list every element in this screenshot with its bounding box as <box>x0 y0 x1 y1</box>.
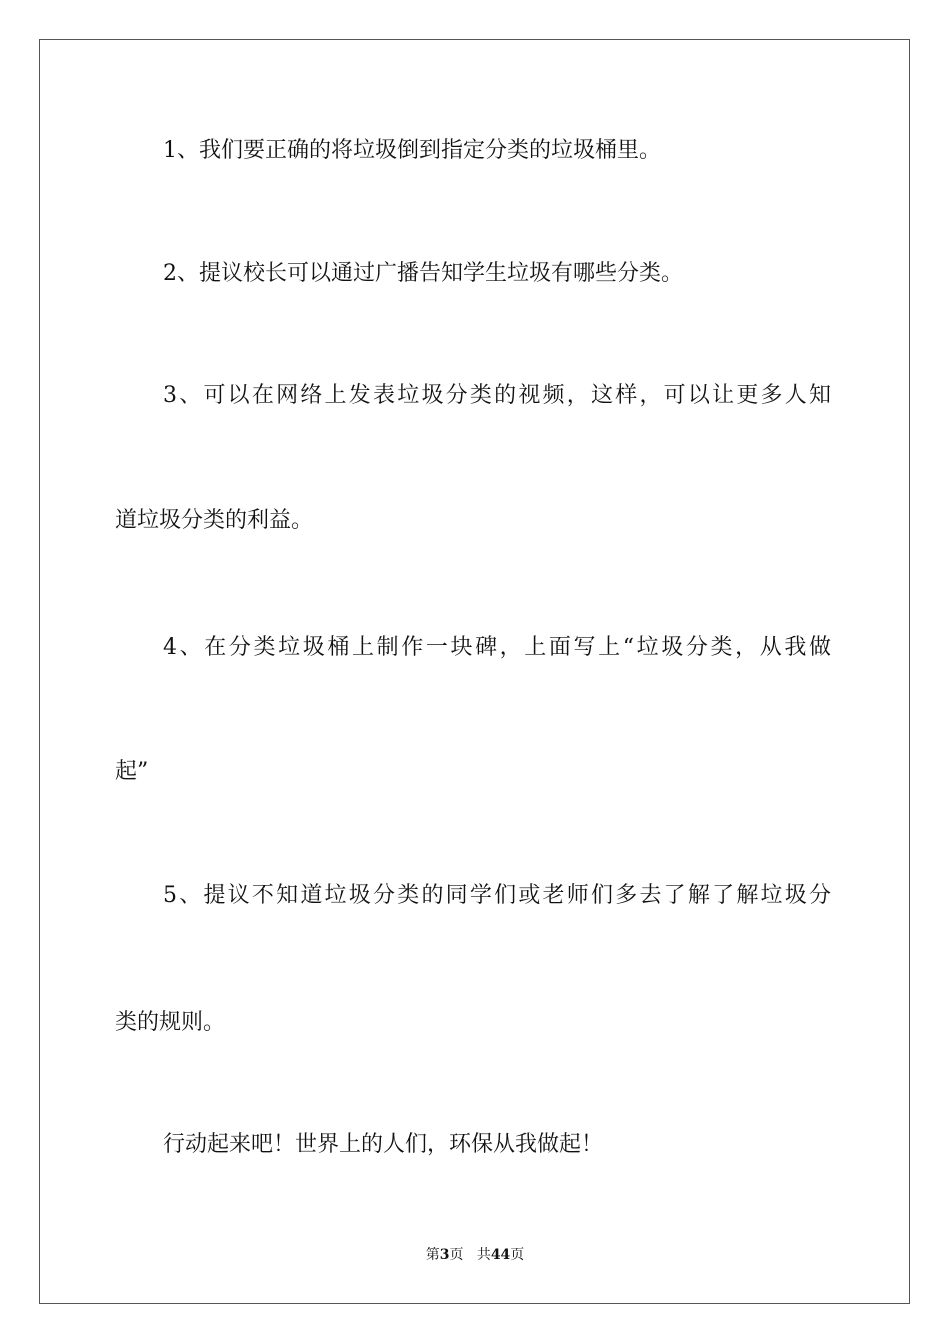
page-footer <box>0 1245 950 1265</box>
footer-total-pages: 44 <box>490 1247 511 1263</box>
paragraph-4-line-2: 起” <box>115 759 149 784</box>
paragraph-5-line-1: 5、提议不知道垃圾分类的同学们或老师们多去了解了解垃圾分 <box>163 883 831 908</box>
closing-paragraph: 行动起来吧！世界上的人们，环保从我做起！ <box>163 1132 604 1157</box>
footer-page-number: 3 <box>439 1247 450 1263</box>
paragraph-3-line-2: 道垃圾分类的利益。 <box>115 508 314 533</box>
footer-page-suffix: 页 <box>449 1247 464 1263</box>
page-border <box>39 39 910 1304</box>
footer-total-prefix: 共 <box>476 1247 491 1263</box>
paragraph-1: 1、我们要正确的将垃圾倒到指定分类的垃圾桶里。 <box>163 138 661 163</box>
paragraph-4-line-1: 4、在分类垃圾桶上制作一块碑，上面写上“垃圾分类，从我做 <box>163 635 831 660</box>
paragraph-2: 2、提议校长可以通过广播告知学生垃圾有哪些分类。 <box>163 261 683 286</box>
paragraph-3-line-1: 3、可以在网络上发表垃圾分类的视频，这样，可以让更多人知 <box>163 383 831 408</box>
paragraph-5-line-2: 类的规则。 <box>115 1010 226 1035</box>
footer-page-prefix: 第 <box>425 1247 440 1263</box>
footer-total-suffix: 页 <box>510 1247 525 1263</box>
